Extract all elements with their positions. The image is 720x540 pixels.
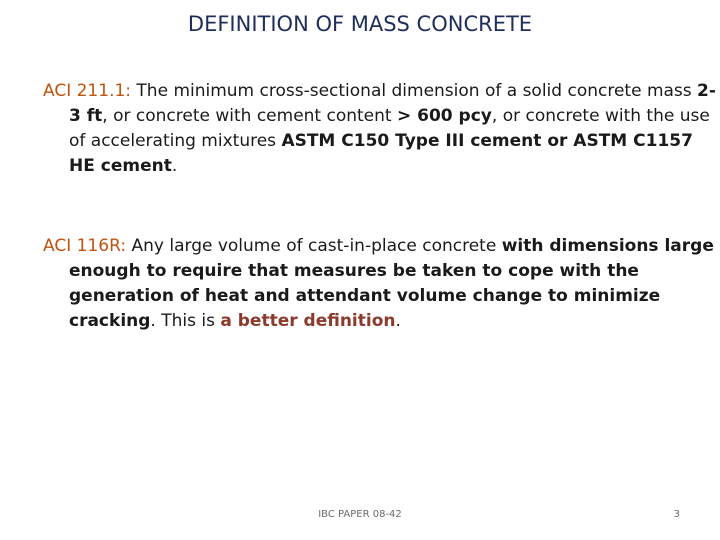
definition-source: ACI 211.1: [43, 81, 132, 101]
definition-emphasis: 2-3 ft [69, 81, 716, 126]
definition-emphasis: with dimensions large enough to require that measures be taken to cope with the generation of heat and attendant volume change to minimize cracking [69, 236, 714, 331]
definition-aci-116r [43, 234, 719, 334]
definition-emphasis: > 600 pcy [396, 106, 492, 126]
definition-text: . This is [150, 311, 221, 331]
slide-title: DEFINITION OF MASS CONCRETE [187, 12, 533, 36]
definition-aci-211 [43, 79, 719, 179]
page-number: 3 [673, 509, 680, 520]
definition-text: , or concrete with the use of accelerating mixtures [69, 106, 710, 151]
definition-text: . [171, 156, 178, 176]
definition-text: Any large volume of cast-in-place concrete [126, 236, 502, 256]
definition-text: , or concrete with cement content [102, 106, 397, 126]
definition-emphasis: ASTM C150 Type III cement or ASTM C1157 HE cement [69, 131, 693, 176]
footer-label: IBC PAPER 08-42 [318, 509, 402, 520]
definition-highlight: a better definition [220, 311, 396, 331]
slide-footer [0, 509, 720, 523]
definition-source: ACI 116R: [43, 236, 127, 256]
definition-text: The minimum cross-sectional dimension of a solid concrete mass [131, 81, 698, 101]
definition-text: . [395, 311, 401, 331]
